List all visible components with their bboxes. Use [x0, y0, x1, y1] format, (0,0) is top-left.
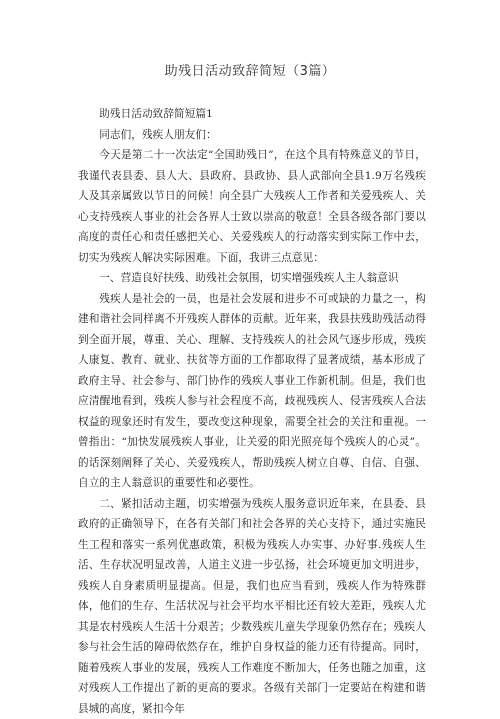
paragraph-point-two: 二、紧扣活动主题，切实增强为残疾人服务意识近年来，在县委、县政府的正确领导下，在各有关部门和社会各界的关心支持下，通过实施民生工程和落实一系列优惠政策，积极为残疾人办实事、办好事.残疾人生活、生存状况明显改善，人道主义进一步弘扬，社会环境更加文明进步，残疾人自身素质明显提高。但是，我们也应当看到，残疾人作为特殊群体，他们的生存、生活状况与社会平均水平相比还有较大差距，残疾人尤其是农村残疾人生活十分艰苦；少数残疾儿童失学现象仍然存在；残疾人参与社会生活的障碍依然存在，维护自身权益的能力还有待提高。同时，随着残疾人事业的发展，残疾人工作难度不断加大，任务也随之加重，这对残疾人工作提出了新的更高的要求。各级有关部门一定要站在构建和谐县城的高度，紧扣今年 [78, 494, 426, 719]
document-title: 助残日活动致辞简短（3篇） [0, 60, 500, 79]
paragraph-point-one: 残疾人是社会的一员，也是社会发展和进步不可或缺的力量之一，构建和谐社会同样离不开残疾人群体的贡献。近年来，我县扶残助残活动得到全面开展，尊重、关心、理解、支持残疾人的社会风气逐步形成，残疾人康复、教育、就业、扶贫等方面的工作都取得了显著成绩，基本形成了政府主导、社会参与、部门协作的残疾人事业工作新机制。但是，我们也应清醒地看到，残疾人参与社会程度不高，歧视残疾人、侵害残疾人合法权益的现象还时有发生，要改变这种现象，需要全社会的关注和重视。一曾指出：“加快发展残疾人事业，让关爱的阳光照亮每个残疾人的心灵”。的话深刻阐释了关心、关爱残疾人，帮助残疾人树立自尊、自信、自强、自立的主人翁意识的重要性和必要性。 [78, 289, 426, 494]
document-body [78, 104, 426, 719]
section-subtitle: 助残日活动致辞简短篇1 [78, 104, 426, 125]
paragraph-intro: 今天是第二十一次法定“全国助残日”，在这个具有特殊意义的节日，我谨代表县委、县人大、县政府、县政协、县人武部向全县1.9万名残疾人及其亲属致以节日的问候！向全县广大残疾人工作者和关爱残疾人、关心支持残疾人事业的社会各界人士致以崇高的敬意！全县各级各部门要以高度的责任心和责任感把关心、关爱残疾人的行动落实到实际工作中去，切实为残疾人解决实际困难。下面，我讲三点意见： [78, 145, 426, 268]
salutation: 同志们，残疾人朋友们： [78, 125, 426, 146]
heading-point-one: 一、营造良好扶残、助残社会氛围，切实增强残疾人主人翁意识 [78, 268, 426, 289]
